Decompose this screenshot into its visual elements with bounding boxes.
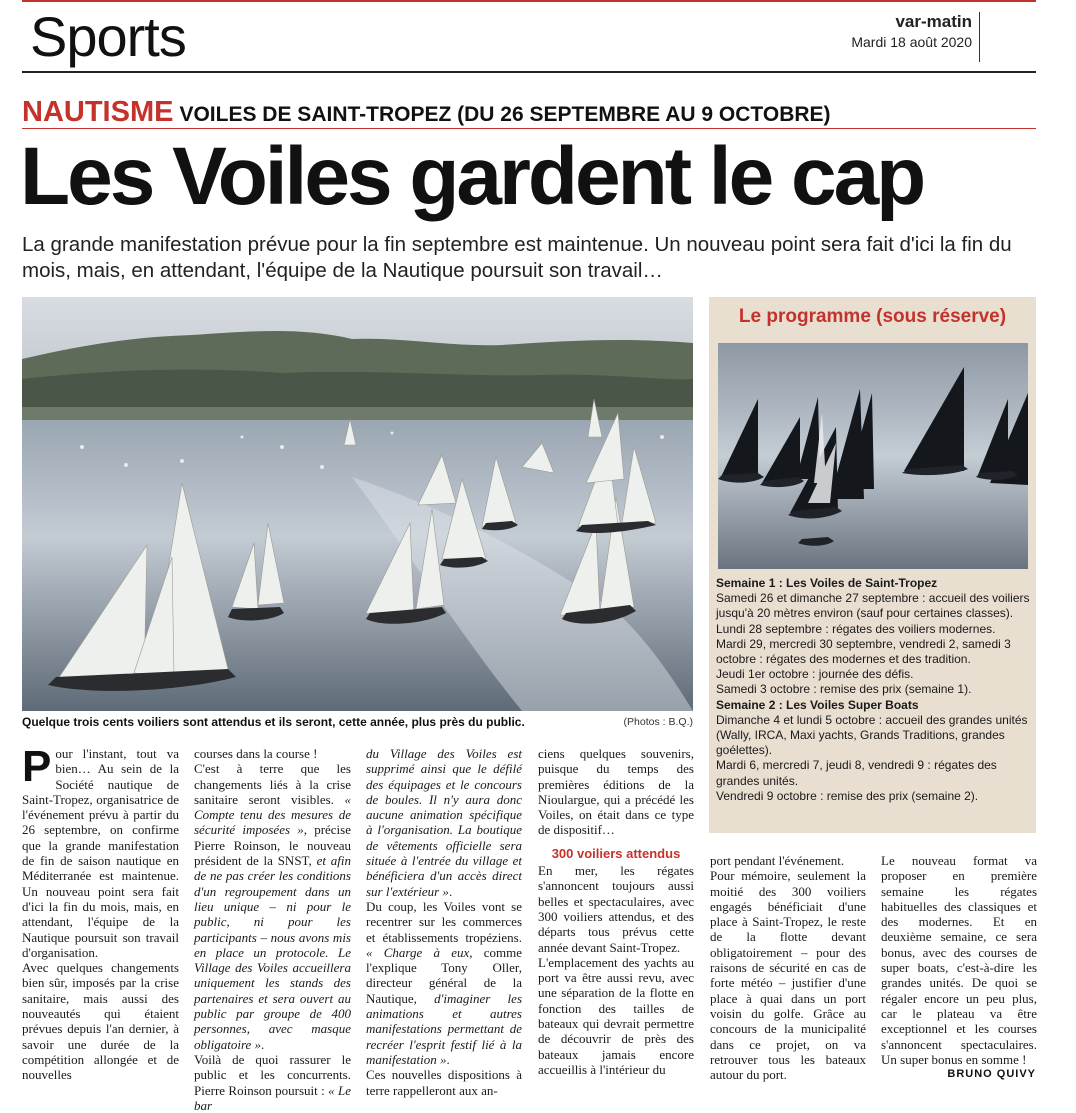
top-accent-rule bbox=[22, 0, 1036, 2]
body-paragraph: Pour mémoire, seulement la moitié des 300 voiliers engagés bénéficiait d'une place à Saint-Tropez, le reste de la flotte devant obligatoirement – pour des raisons de sécurité en cas de forte météo – justifier d'une place à quai dans un port voisin du golfe. Grâce au concours de la municipalité dans ce projet, on va retrouver tous les bateaux autour du port. bbox=[710, 868, 866, 1083]
programme-text bbox=[716, 576, 1030, 804]
superboats-illustration bbox=[718, 343, 1028, 569]
programme-week1-title: Semaine 1 : Les Voiles de Saint-Tropez bbox=[716, 576, 938, 590]
publication-block bbox=[851, 12, 972, 52]
body-paragraph: courses dans la course ! bbox=[194, 746, 318, 761]
body-column-5 bbox=[710, 853, 866, 1082]
programme-item: Mardi 29, mercredi 30 septembre, vendredi 2, samedi 3 octobre : régates des modernes et des tradition. bbox=[716, 636, 1011, 667]
programme-title: Le programme (sous réserve) bbox=[738, 306, 1007, 327]
programme-photo-superboats bbox=[718, 343, 1028, 569]
body-column-2 bbox=[194, 746, 351, 1113]
programme-item: Samedi 3 octobre : remise des prix (semaine 1). bbox=[716, 682, 972, 697]
drop-cap: P bbox=[22, 742, 52, 791]
programme-item: Vendredi 9 octobre : remise des prix (semaine 2). bbox=[716, 788, 979, 803]
programme-item: Samedi 26 et dimanche 27 septembre : accueil des voiliers jusqu'à 20 mètres environ (sauf pour certaines classes). bbox=[716, 591, 1030, 621]
kicker-subject: VOILES DE SAINT-TROPEZ (DU 26 SEPTEMBRE AU 9 OCTOBRE) bbox=[179, 103, 831, 126]
programme-box bbox=[709, 297, 1036, 833]
section-title: Sports bbox=[30, 5, 186, 68]
programme-item: Lundi 28 septembre : régates des voiliers modernes. bbox=[716, 621, 996, 636]
regatta-illustration bbox=[22, 297, 693, 711]
photo-caption: Quelque trois cents voiliers sont attendus et ils seront, cette année, plus près du public. bbox=[22, 715, 525, 729]
body-paragraph: Avec quelques changements bien sûr, imposés par la crise sanitaire, mais aussi des nouveautés qui étaient prévues depuis l'an dernier, à savoir une durée de la compétition allongée et de nouvelles bbox=[22, 960, 179, 1083]
body-column-4 bbox=[538, 746, 694, 1077]
kicker-category: NAUTISME bbox=[22, 96, 174, 128]
header-rule bbox=[22, 71, 1036, 73]
photo-caption-block bbox=[22, 714, 693, 730]
body-paragraph: du Village des Voiles est supprimé ainsi que le défilé des équipages et le concours de boules. Il n'y aura donc aucune animation spécifique à l'organisation. La boutique de vêtements officielle sera située à l'entrée du village et bénéficiera d'un accès direct sur l'extérieur ». bbox=[366, 746, 522, 899]
kicker bbox=[22, 96, 1036, 129]
body-paragraph: Du coup, les Voiles vont se recentrer sur les commerces et établissements tropéziens. « Charge à eux, comme l'explique Tony Oller, directeur général de la Nautique, d'imaginer les animations et autres manifestations permettant de recréer l'esprit festif lié à la manifestation ». bbox=[366, 898, 522, 1067]
programme-item: Mardi 6, mercredi 7, jeudi 8, vendredi 9 : régates des grandes unités. bbox=[716, 758, 997, 788]
publication-date: Mardi 18 août 2020 bbox=[851, 34, 972, 50]
body-column-6 bbox=[881, 853, 1037, 1067]
body-paragraph: C'est à terre que les changements liés à la crise sanitaire seront visibles. « Compte tenu des mesures de sécurité imposées », précise Pierre Roinson, le nouveau président de la SNST, et afin de ne pas créer les conditions d'un regroupement dans un lieu unique – ni pour le public, ni pour les participants – nous avons mis en place un protocole. Le Village des Voiles accueillera uniquement les stands des partenaires et sera ouvert au public par groupe de 400 personnes, avec masque obligatoire ». bbox=[194, 761, 352, 1052]
body-column-3 bbox=[366, 746, 522, 1098]
body-paragraph: L'emplacement des yachts au port va être aussi revu, avec une séparation de la flotte en fonction des tailles de bateaux qui devrait permettre de découvrir de près des bateaux jamais encore accueillis à l'intérieur du bbox=[538, 954, 694, 1077]
programme-item: Dimanche 4 et lundi 5 octobre : accueil des grandes unités (Wally, IRCA, Maxi yachts, Grands Traditions, grandes goélettes). bbox=[716, 712, 1028, 758]
body-paragraph: En mer, les régates s'annoncent toujours aussi belles et spectaculaires, avec 300 voiliers attendus, et des départs tous prévus cette année devant Saint-Tropez. bbox=[538, 863, 694, 955]
body-paragraph: Le nouveau format va proposer en première semaine les régates habituelles des classiques et des modernes. Et en deuxième semaine, ce sera bonus, avec des courses de super boats, c'est-à-dire les grandes unités. De quoi se régaler encore un peu plus, car le plateau va être exceptionnel et les courses s'annoncent spectaculaires. Un super bonus en somme ! bbox=[881, 853, 1037, 1067]
programme-item: Jeudi 1er octobre : journée des défis. bbox=[716, 667, 914, 682]
body-paragraph: Pour l'instant, tout va bien… Au sein de la Société nautique de Saint-Tropez, organisatrice de l'événement prévu à partir du 26 septembre, on confirme que la grande manifestation de fin de saison nautique en Méditerranée est maintenue. Un nouveau point sera fait d'ici la fin du mois, mais, en attendant, l'équipe de la Nautique poursuit son travail d'organisation. bbox=[22, 742, 179, 960]
main-photo-regatta bbox=[22, 297, 693, 711]
intertitle: 300 voiliers attendus bbox=[551, 845, 681, 861]
body-paragraph: Voilà de quoi rassurer le public et les concurrents. Pierre Roinson poursuit : « Le bar bbox=[194, 1051, 352, 1113]
standfirst: La grande manifestation prévue pour la fin septembre est maintenue. Un nouveau point sera fait d'ici la fin du mois, mais, en attendant, l'équipe de la Nautique poursuit son travail… bbox=[22, 233, 1012, 282]
body-column-1 bbox=[22, 742, 179, 1083]
author-signature: BRUNO QUIVY bbox=[947, 1068, 1036, 1080]
photo-credit: (Photos : B.Q.) bbox=[623, 716, 693, 728]
publication-name: var-matin bbox=[895, 12, 972, 31]
programme-week2-title: Semaine 2 : Les Voiles Super Boats bbox=[716, 697, 919, 712]
headline: Les Voiles gardent le cap bbox=[20, 131, 924, 222]
header-divider bbox=[979, 12, 980, 62]
body-paragraph: port pendant l'événement. bbox=[710, 853, 845, 868]
body-paragraph: ciens quelques souvenirs, puisque du temps des premières éditions de la Nioulargue, qui a précédé les Voiles, on était dans ce type de dispositif… bbox=[538, 746, 694, 838]
kicker-rule bbox=[22, 128, 1036, 129]
body-paragraph: Ces nouvelles dispositions à terre rappelleront aux an- bbox=[366, 1067, 522, 1098]
